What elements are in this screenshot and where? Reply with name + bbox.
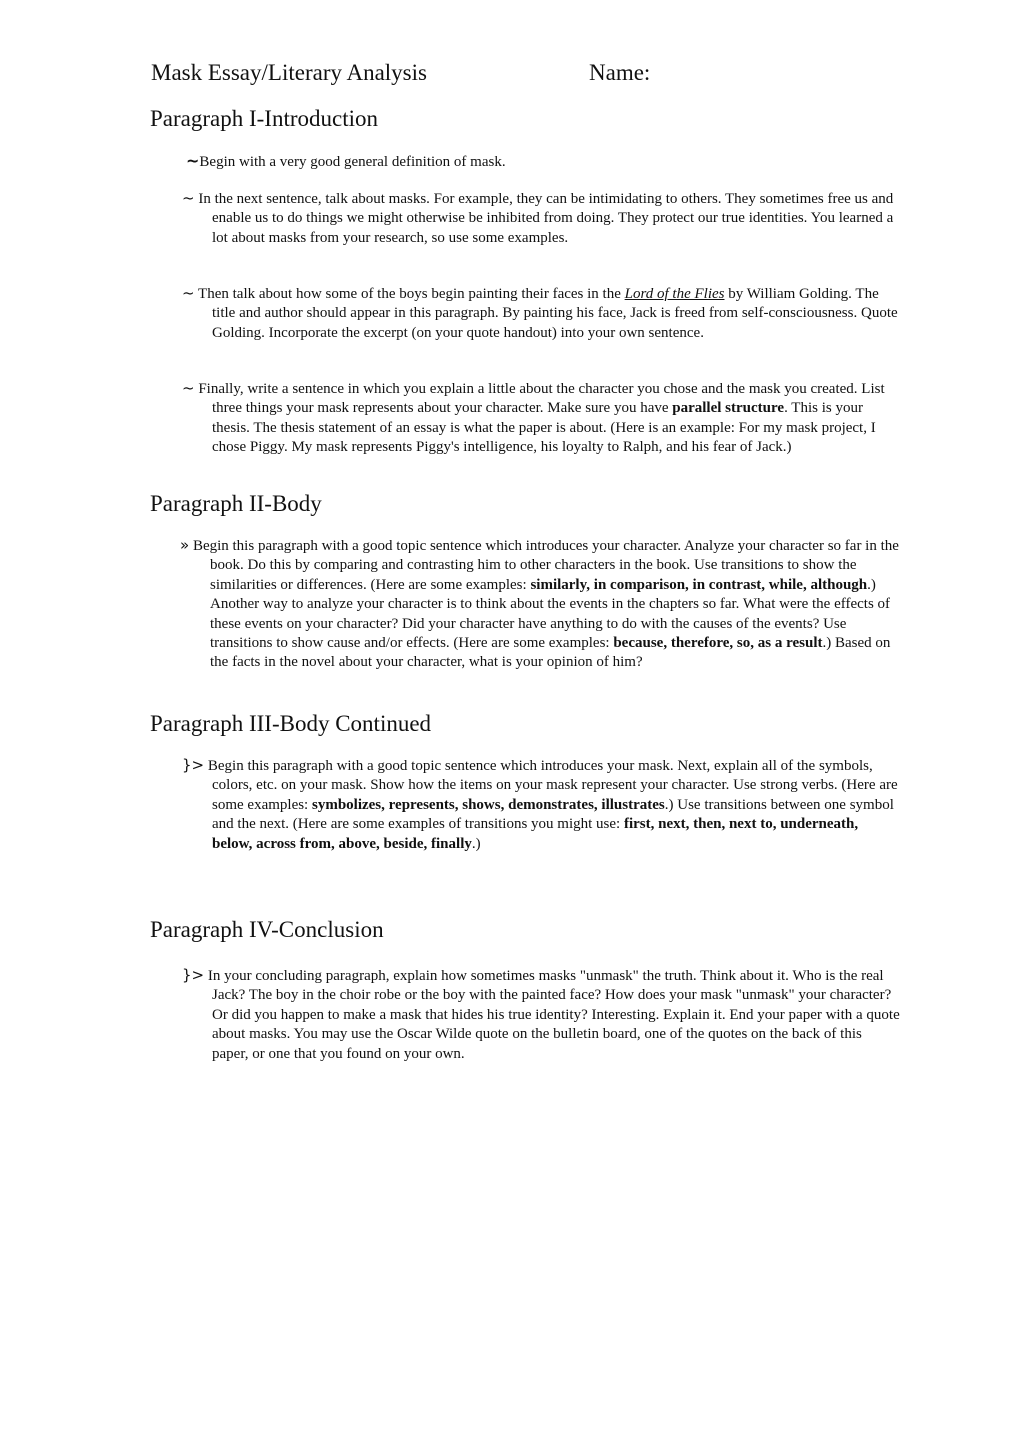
section-heading-conclusion: Paragraph IV-Conclusion [150,917,384,942]
bullet-text: Begin with a very good general definition of mask. [199,154,506,170]
bullet-text: .) [471,835,481,852]
section-heading-intro: Paragraph I-Introduction [150,106,379,131]
document-title: Mask Essay/Literary Analysis [151,60,427,85]
intro-bullet-masks [182,189,900,248]
bullet-text: .) Another way to analyze your character is to think about the events in the chapters so far. What were the effects of these events on your character? Did your character have anything to do with the causes of the events? Use transitions to show cause and/or effects. (Here are some examples: [210,576,891,652]
bullet-text: Begin this paragraph with a good topic sentence which introduces your character. Analyze your character so far in the book. Do this by comparing and contrasting him to other characters in the book. Use transitions to show the similarities or differences. (Here are some examples: [189,538,899,593]
bullet-text: Then talk about how some of the boys begin painting their faces in the [194,286,625,302]
intro-bullet-thesis [182,379,900,458]
brace-arrow-bullet-icon: }> [182,966,205,984]
bullet-text: .) Based on the facts in the novel about your character, what is your opinion of him? [210,635,891,671]
bold-term: similarly, in comparison, in contrast, while, although [530,576,868,593]
intro-bullet-lord-of-the-flies [182,284,900,343]
bullet-text: .) Use transitions between one symbol and the next. (Here are some examples of transitions you might use: [212,796,894,833]
book-title: Lord of the Flies [624,286,725,302]
bold-term: because, therefore, so, as a result [613,635,823,652]
bullet-text: by William Golding. The title and author should appear in this paragraph. By painting his face, Jack is freed from self-consciousness. Quote Golding. Incorporate the excerpt (on your quote handout) into your own sentence. [212,286,898,341]
bullet-text: In the next sentence, talk about masks. For example, they can be intimidating to others. They sometimes free us and enable us to do things we might otherwise be inhibited from doing. They protect our true identities. You learned a lot about masks from your research, so use some examples. [194,191,894,246]
bullet-text: Begin this paragraph with a good topic sentence which introduces your mask. Next, explain all of the symbols, colors, etc. on your mask. Show how the items on your mask represent your character. Use strong verbs. (Here are some examples: [204,758,898,813]
bold-term: symbolizes, represents, shows, demonstrates, illustrates [311,796,665,813]
tilde-bullet-icon: ~ [182,189,195,207]
name-label: Name: [589,60,651,85]
section-heading-body: Paragraph II-Body [150,491,322,516]
bold-term: first, next, then, next to, underneath, below, across from, above, beside, finally [212,816,859,852]
bold-term: parallel structure [672,400,785,417]
intro-bullet-definition [186,151,900,172]
double-chevron-bullet-icon: » [180,536,190,554]
tilde-bullet-icon: ~ [182,379,195,397]
bullet-text: In your concluding paragraph, explain how sometimes masks "unmask" the truth. Think about it. Who is the real Jack? The boy in the choir robe or the boy with the painted face? How does your mask "unmask" your character? Or did you happen to make a mask that hides his true identity? Interesting. Explain it. End your paper with a quote about masks. You may use the Oscar Wilde quote on the bulletin board, one of the quotes on the back of this paper, or one that you found on your own. [204,968,900,1062]
section-heading-body-continued: Paragraph III-Body Continued [150,711,432,736]
bullet-text: Finally, write a sentence in which you explain a little about the character you chose and the mask you created. List three things your mask represents about your character. Make sure you have [194,381,885,417]
body-bullet-character [180,536,900,673]
tilde-bullet-icon: ~ [182,284,195,302]
conclusion-bullet [182,966,900,1064]
brace-arrow-bullet-icon: }> [182,756,205,774]
bullet-text: . This is your thesis. The thesis statement of an essay is what the paper is about. (Here is an example: For my mask project, I chose Piggy. My mask represents Piggy's intelligence, his loyalty to Ralph, and his fear of Jack.) [212,400,876,456]
body-continued-bullet-mask [182,756,900,854]
tilde-bullet-icon: ~ [186,151,200,170]
